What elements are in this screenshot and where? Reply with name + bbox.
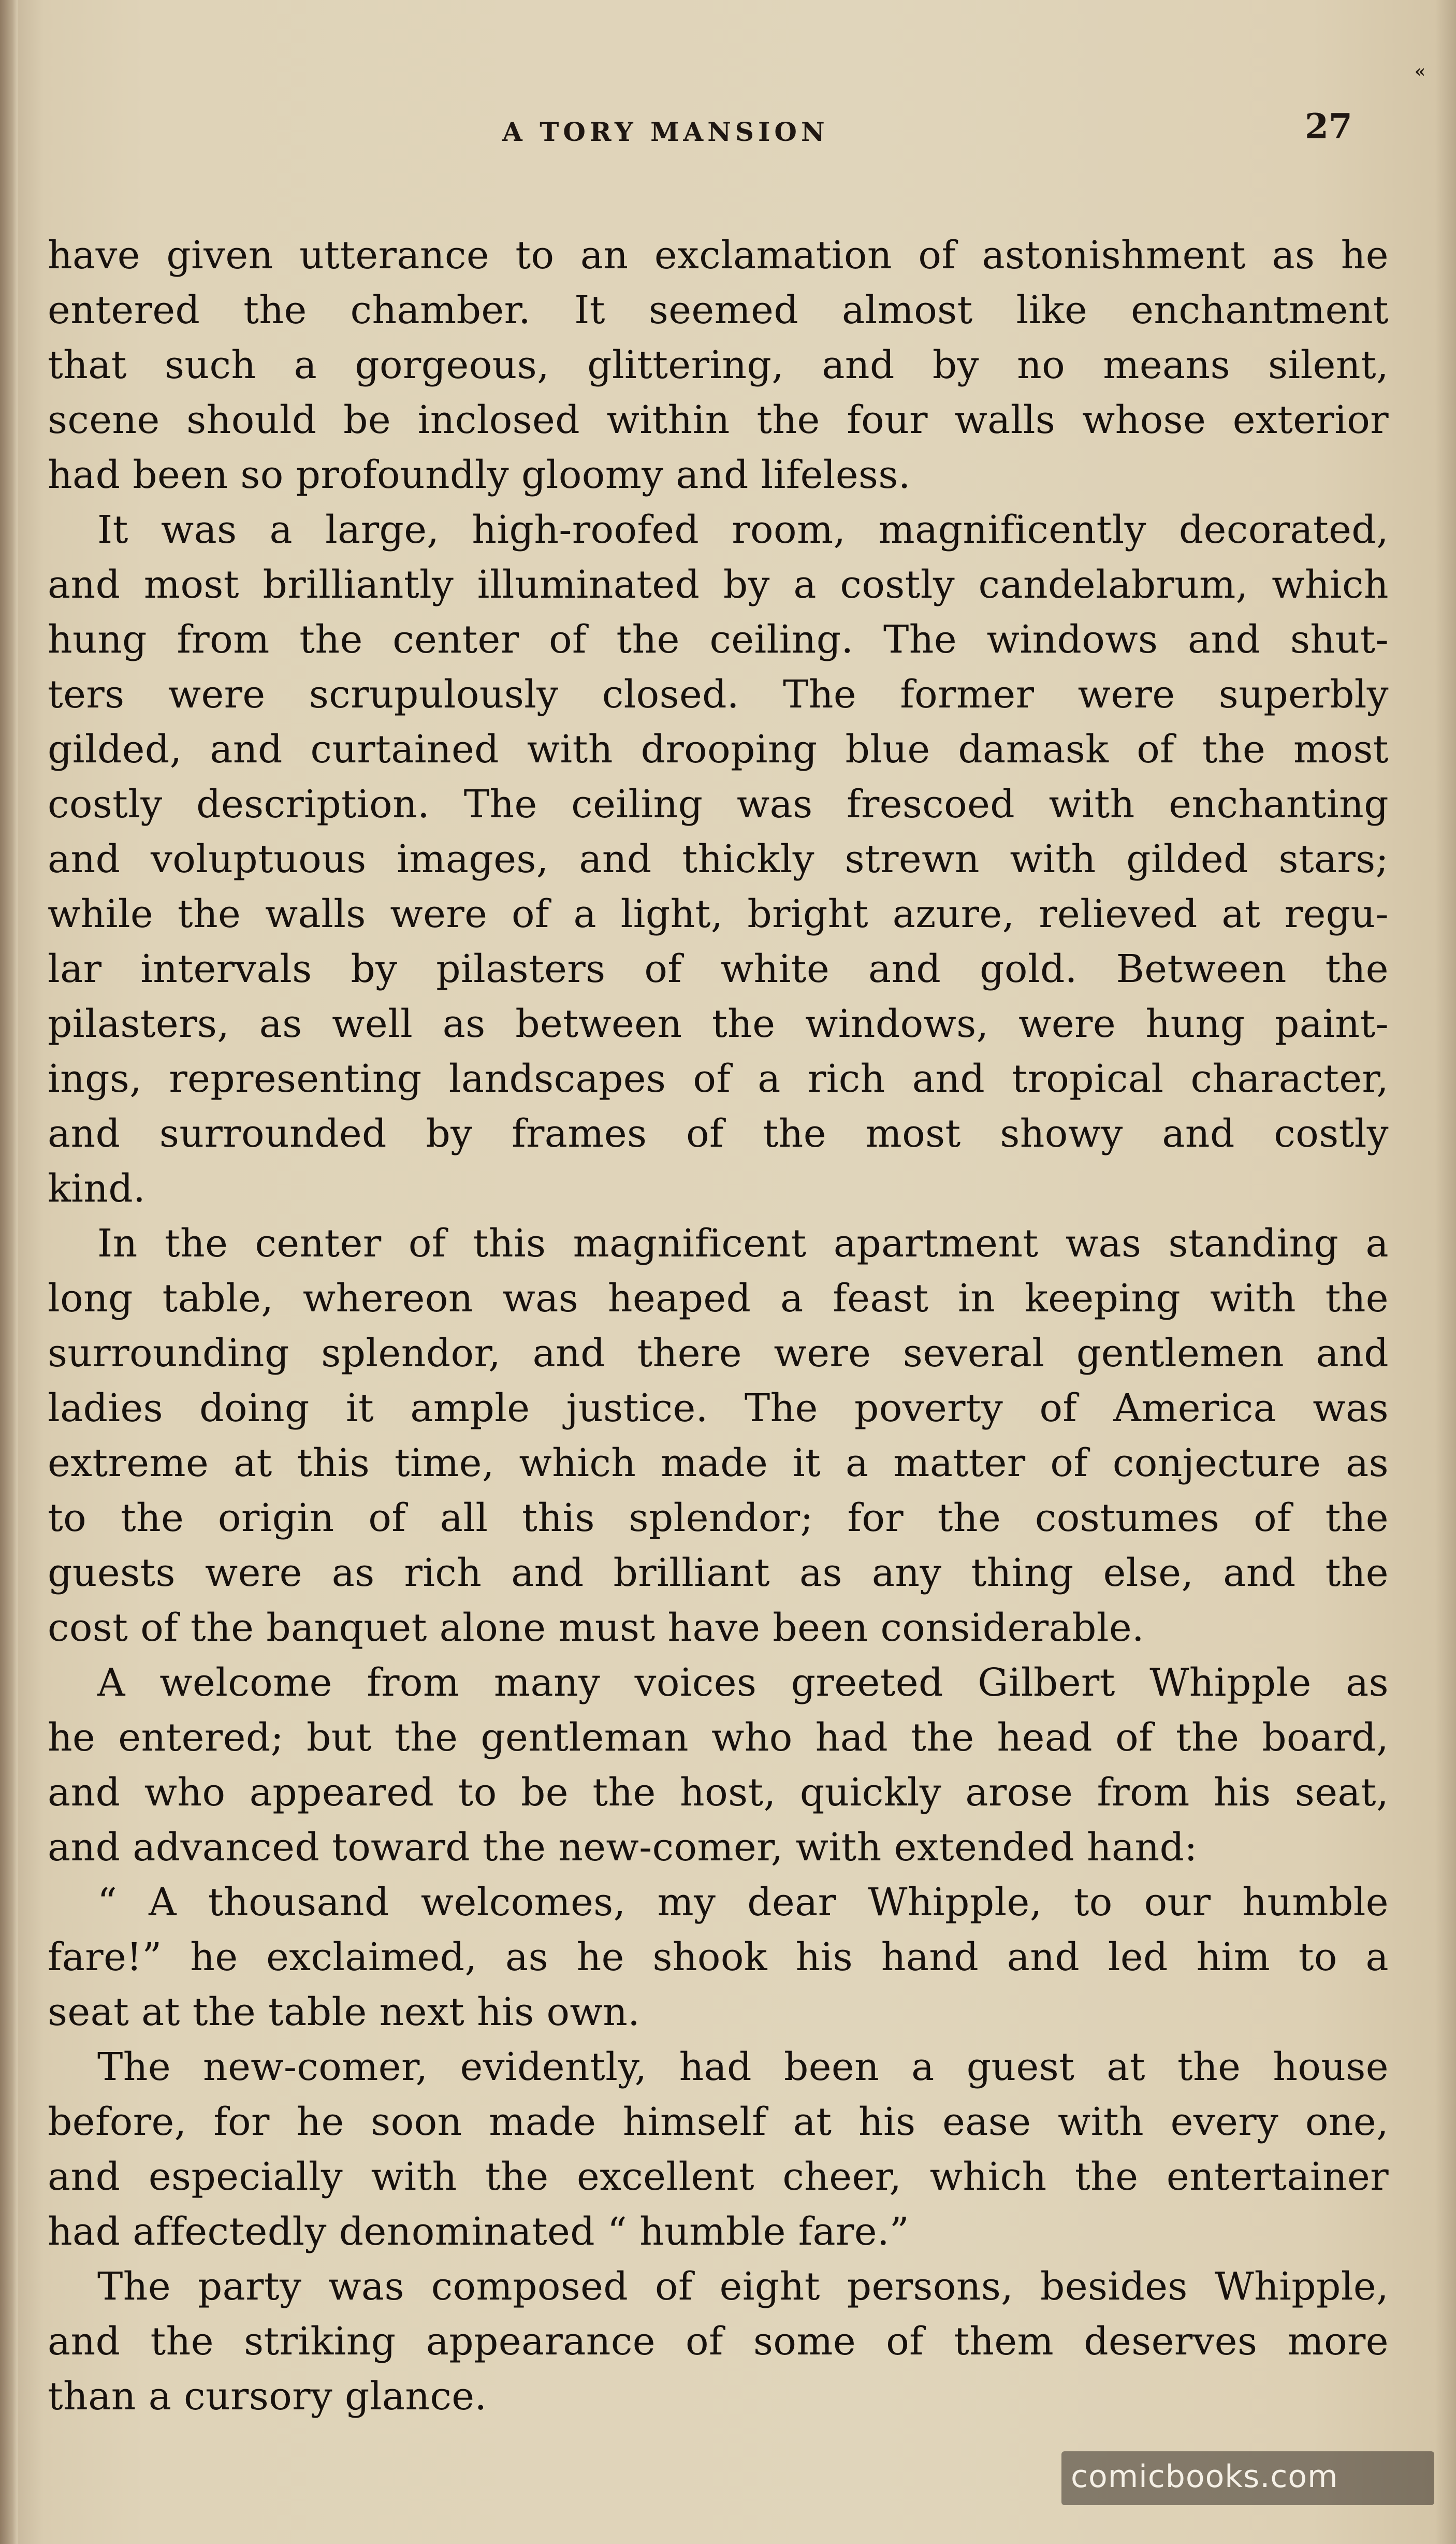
text-line: seat at the table next his own. <box>48 1990 640 2034</box>
text-line: gilded, and curtained with drooping blue damask of the most <box>48 727 1389 772</box>
text-line: “ A thousand welcomes, my dear Whipple, to our humble <box>97 1880 1389 1925</box>
text-line: before, for he soon made himself at his ease with every one, <box>48 2100 1389 2144</box>
text-line: while the walls were of a light, bright azure, relieved at regu- <box>48 892 1389 936</box>
text-line: fare!” he exclaimed, as he shook his hand and led him to a <box>48 1935 1389 1979</box>
text-line: lar intervals by pilasters of white and gold. Between the <box>48 947 1389 991</box>
running-title: A TORY MANSION <box>502 117 829 147</box>
text-line: A welcome from many voices greeted Gilbert Whipple as <box>97 1660 1389 1705</box>
text-line: ladies doing it ample justice. The poverty of America was <box>48 1386 1389 1430</box>
text-line: than a cursory glance. <box>48 2374 487 2419</box>
page-fold-shadow <box>1435 0 1456 2544</box>
text-line: and especially with the excellent cheer, which the entertainer <box>48 2155 1389 2199</box>
text-line: extreme at this time, which made it a matter of conjecture as <box>48 1441 1389 1485</box>
text-line: cost of the banquet alone must have been considerable. <box>48 1606 1144 1650</box>
text-line: It was a large, high-roofed room, magnificently decorated, <box>97 508 1389 552</box>
text-line: kind. <box>48 1166 146 1211</box>
text-line: costly description. The ceiling was frescoed with enchanting <box>48 782 1389 827</box>
text-line: to the origin of all this splendor; for the costumes of the <box>48 1496 1389 1540</box>
text-line: hung from the center of the ceiling. The windows and shut- <box>48 617 1389 662</box>
text-line: guests were as rich and brilliant as any thing else, and the <box>48 1551 1389 1595</box>
text-line: and voluptuous images, and thickly strewn with gilded stars; <box>48 837 1389 881</box>
text-line: ings, representing landscapes of a rich and tropical character, <box>48 1057 1389 1101</box>
text-line: have given utterance to an exclamation of astonishment as he <box>48 233 1389 278</box>
text-line: In the center of this magnificent apartment was standing a <box>97 1221 1389 1266</box>
text-line: and most brilliantly illuminated by a costly candelabrum, which <box>48 562 1389 607</box>
watermark-text: comicbooks.com <box>1071 2459 1338 2495</box>
text-line: surrounding splendor, and there were several gentlemen and <box>48 1331 1389 1376</box>
corner-mark: « <box>1415 61 1426 82</box>
text-line: and the striking appearance of some of them deserves more <box>48 2319 1389 2364</box>
text-line: ters were scrupulously closed. The former were superbly <box>48 672 1389 717</box>
text-line: and who appeared to be the host, quickly arose from his seat, <box>48 1770 1389 1815</box>
body-text <box>48 228 1389 2424</box>
text-line: and advanced toward the new-comer, with extended hand: <box>48 1825 1198 1870</box>
text-line: scene should be inclosed within the four walls whose exterior <box>48 398 1389 442</box>
text-line: and surrounded by frames of the most showy and costly <box>48 1111 1389 1156</box>
text-line: The new-comer, evidently, had been a guest at the house <box>97 2045 1389 2089</box>
page-number: 27 <box>1305 106 1352 147</box>
text-line: The party was composed of eight persons, besides Whipple, <box>97 2264 1389 2309</box>
text-line: entered the chamber. It seemed almost like enchantment <box>48 288 1389 333</box>
page-left-edge <box>0 0 18 2544</box>
text-line: he entered; but the gentleman who had the head of the board, <box>48 1715 1389 1760</box>
watermark <box>1061 2451 1434 2505</box>
text-line: pilasters, as well as between the windows, were hung paint- <box>48 1002 1389 1046</box>
text-line: had affectedly denominated “ humble fare.” <box>48 2209 910 2254</box>
text-line: long table, whereon was heaped a feast in keeping with the <box>48 1276 1389 1321</box>
text-line: that such a gorgeous, glittering, and by no means silent, <box>48 343 1389 387</box>
text-line: had been so profoundly gloomy and lifeless. <box>48 453 911 497</box>
